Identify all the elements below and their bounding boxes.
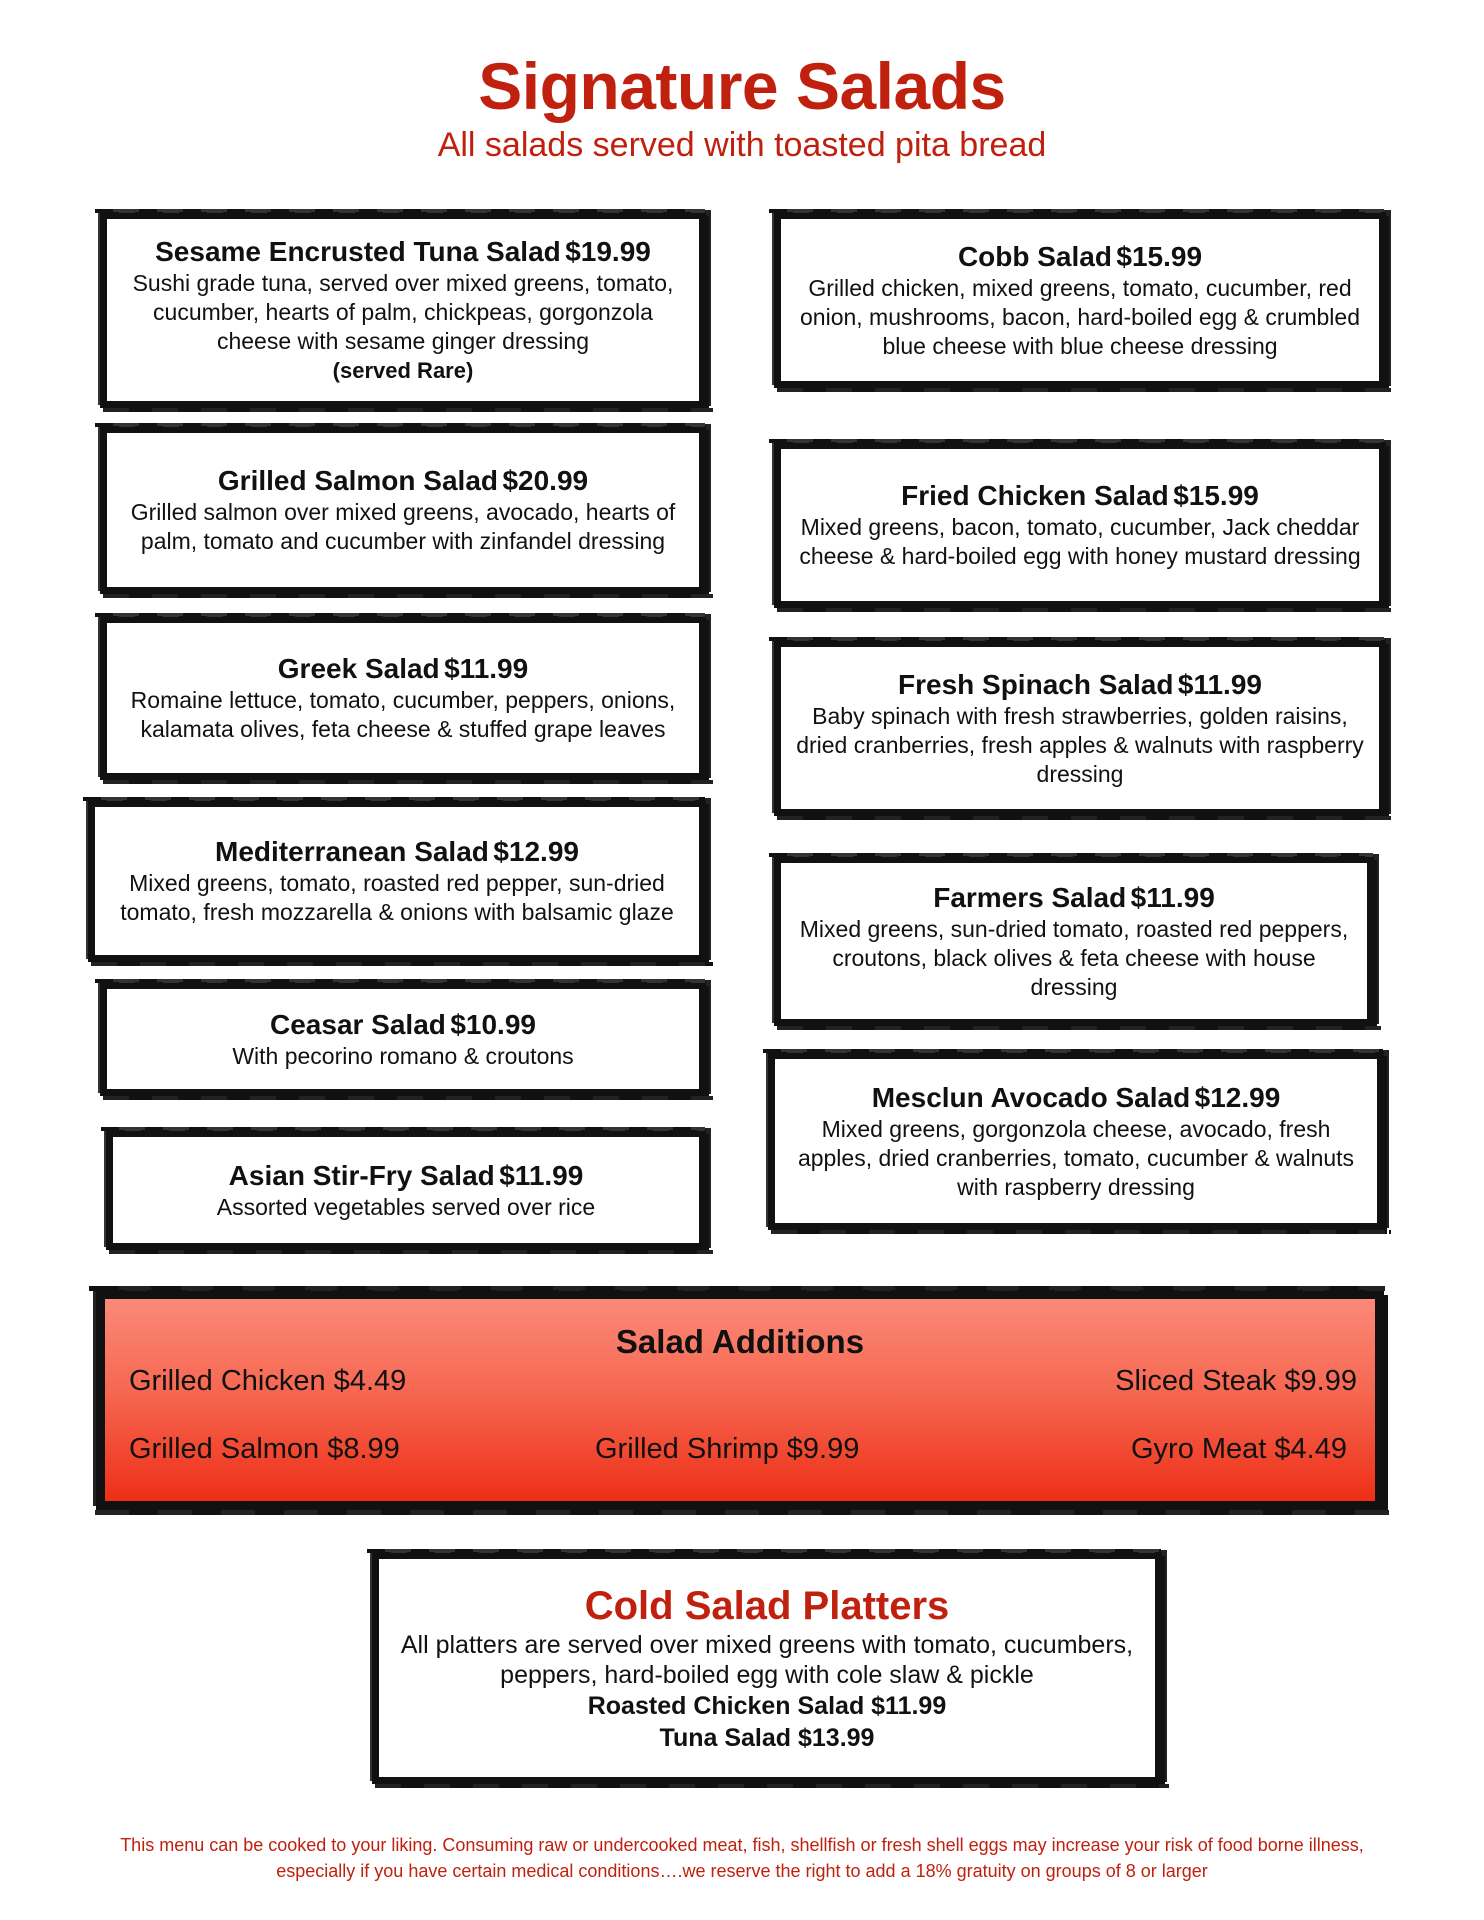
salad-heading: [898, 668, 1262, 702]
salad-price: $11.99: [1177, 668, 1262, 700]
salad-price: $11.99: [444, 653, 529, 684]
salad-price: $11.99: [499, 1159, 584, 1191]
salad-card-greek: [100, 616, 706, 780]
salad-price: $12.99: [493, 836, 579, 867]
salad-card-sesame-tuna: [100, 212, 706, 408]
disclaimer-line: This menu can be cooked to your liking. Consuming raw or undercooked meat, fish, shellfish or fresh shell eggs may increase your risk of food borne illness,: [120, 1835, 1364, 1855]
platters-description: All platters are served over mixed greens with tomato, cucumbers, peppers, hard-boiled egg with cole slaw & pickle: [400, 1631, 1134, 1689]
salad-card-farmers: [774, 856, 1374, 1026]
additions-title: Salad Additions: [615, 1323, 865, 1360]
salad-heading: [872, 1081, 1281, 1115]
salad-heading: [901, 479, 1259, 513]
salad-price: $12.99: [1194, 1081, 1281, 1113]
salad-price: $15.99: [1116, 240, 1203, 272]
salad-card-cobb: [774, 212, 1386, 388]
disclaimer: [40, 1832, 1444, 1884]
salad-name: Grilled Salmon Salad: [217, 465, 498, 496]
salad-heading: [218, 464, 588, 498]
salad-name: Asian Stir-Fry Salad: [228, 1159, 495, 1191]
salad-description: With pecorino romano & croutons: [232, 1042, 574, 1069]
salad-card-asian-stir-fry: [106, 1130, 706, 1250]
salad-name: Fresh Spinach Salad: [898, 668, 1174, 700]
salad-name: Farmers Salad: [933, 881, 1127, 913]
salad-name: Ceasar Salad: [270, 1008, 446, 1040]
salad-heading: [229, 1159, 584, 1193]
addition-item: Sliced Steak $9.99: [1115, 1365, 1357, 1397]
salad-description: Romaine lettuce, tomato, cucumber, peppers, onions, kalamata olives, feta cheese & stuffed grape leaves: [130, 687, 676, 742]
addition-item: Grilled Shrimp $9.99: [595, 1433, 860, 1465]
salad-description: Assorted vegetables served over rice: [216, 1193, 596, 1220]
salad-description: Mixed greens, gorgonzola cheese, avocado, fresh apples, dried cranberries, tomato, cucumber & walnuts with raspberry dressing: [797, 1115, 1355, 1200]
cold-salad-platters-card: [372, 1552, 1162, 1784]
salad-card-grilled-salmon: [100, 426, 706, 594]
salad-card-fresh-spinach: [774, 640, 1386, 816]
disclaimer-line: especially if you have certain medical conditions….we reserve the right to add a 18% gratuity on groups of 8 or larger: [276, 1861, 1208, 1881]
salad-description: Baby spinach with fresh strawberries, golden raisins, dried cranberries, fresh apples & walnuts with raspberry dressing: [796, 702, 1364, 787]
addition-item: Grilled Chicken $4.49: [129, 1365, 407, 1397]
salad-description: Grilled salmon over mixed greens, avocado, hearts of palm, tomato and cucumber with zinfandel dressing: [130, 499, 676, 554]
salad-card-mediterranean: [88, 800, 706, 962]
salad-note: (served Rare): [332, 358, 474, 383]
salad-description: Mixed greens, sun-dried tomato, roasted red peppers, croutons, black olives & feta cheese with house dressing: [799, 915, 1349, 1000]
salad-name: Cobb Salad: [957, 240, 1112, 272]
salad-price: $10.99: [450, 1008, 536, 1040]
salad-heading: [958, 240, 1202, 274]
salad-name: Sesame Encrusted Tuna Salad: [155, 236, 561, 267]
page-subtitle: All salads served with toasted pita bread: [437, 126, 1047, 164]
addition-item: Grilled Salmon $8.99: [129, 1433, 400, 1465]
platters-title: Cold Salad Platters: [584, 1584, 950, 1628]
page-title: Signature Salads: [478, 49, 1006, 123]
platter-item: Tuna Salad $13.99: [659, 1724, 875, 1752]
salad-heading: [270, 1008, 536, 1042]
salad-card-fried-chicken: [774, 442, 1386, 608]
salad-name: Mesclun Avocado Salad: [871, 1081, 1191, 1113]
salad-description: Sushi grade tuna, served over mixed greens, tomato, cucumber, hearts of palm, chickpeas, gorgonzola cheese with sesame ginger dressing: [132, 270, 674, 354]
salad-description: Mixed greens, tomato, roasted red pepper, sun-dried tomato, fresh mozzarella & onions with balsamic glaze: [120, 870, 674, 925]
salad-card-mesclun-avocado: [768, 1052, 1384, 1230]
salad-heading: [278, 652, 528, 686]
salad-additions-panel: [96, 1290, 1384, 1510]
addition-item: Gyro Meat $4.49: [1131, 1433, 1347, 1465]
salad-description: Grilled chicken, mixed greens, tomato, cucumber, red onion, mushrooms, bacon, hard-boiled egg & crumbled blue cheese with blue cheese dressing: [800, 274, 1360, 359]
salad-name: Mediterranean Salad: [215, 836, 489, 867]
salad-card-ceasar: [100, 982, 706, 1096]
platter-item: Roasted Chicken Salad $11.99: [587, 1692, 947, 1720]
salad-price: $20.99: [502, 465, 589, 496]
salad-heading: [155, 235, 651, 269]
salad-description: Mixed greens, bacon, tomato, cucumber, Jack cheddar cheese & hard-boiled egg with honey mustard dressing: [799, 514, 1361, 569]
salad-heading: [215, 835, 579, 869]
salad-heading: [933, 881, 1215, 915]
salad-price: $19.99: [565, 236, 651, 267]
salad-name: Greek Salad: [277, 653, 440, 684]
salad-name: Fried Chicken Salad: [901, 480, 1169, 511]
salad-price: $15.99: [1173, 480, 1259, 511]
salad-price: $11.99: [1130, 881, 1215, 913]
